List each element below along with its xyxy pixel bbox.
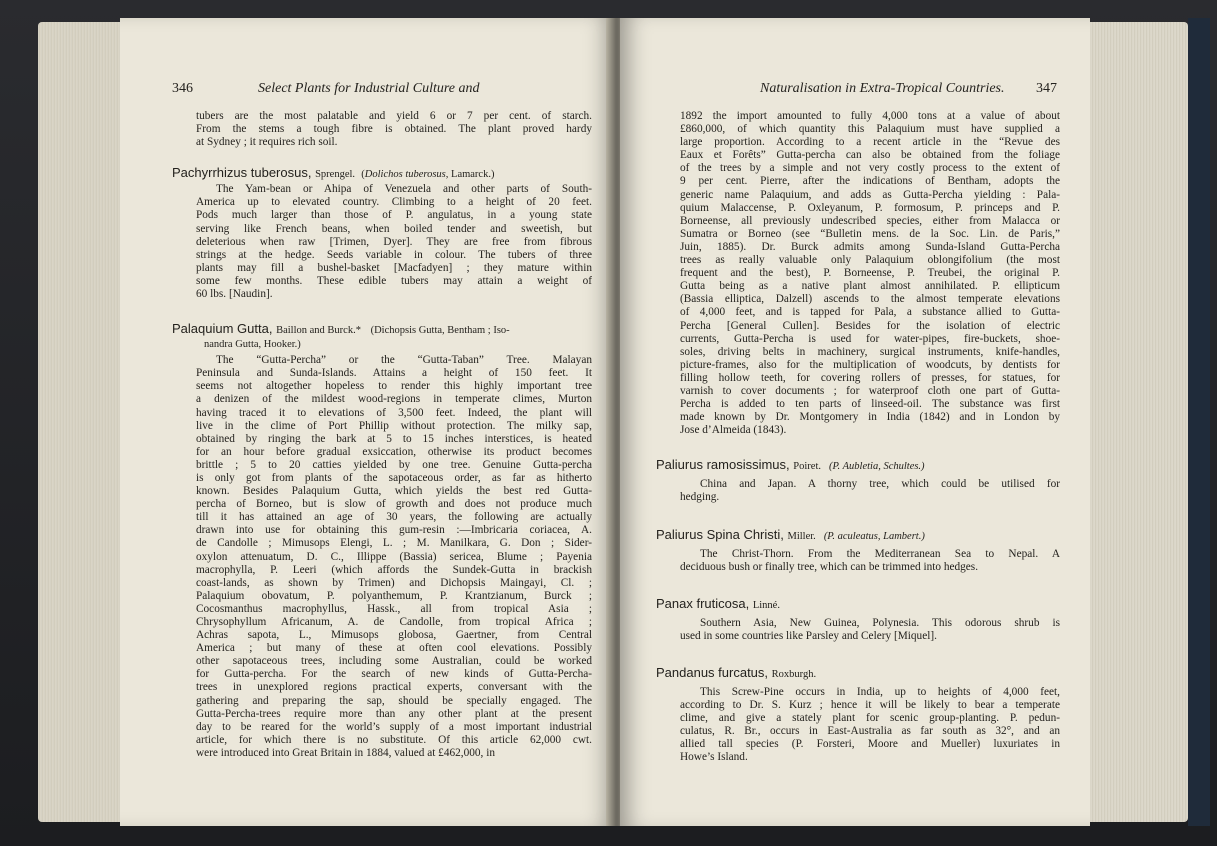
text-line: culatus, R. Br., occurs in East-Australia as far south as 32°, and an — [680, 725, 1060, 738]
text-line: currents, Gutta-Percha is used for water-pipes, fire-buckets, shoe- — [680, 332, 1060, 345]
text-line: filling hollow teeth, for covering rollers of presses, for statues, for — [680, 371, 1060, 384]
text-line: varnish to cover documents ; for waterproof cloth one part of Gutta- — [680, 384, 1060, 397]
text-line: Jose d’Almeida (1843). — [680, 424, 787, 437]
text-line: The “Gutta-Percha” or the “Gutta-Taban” Tree. Malayan — [216, 354, 592, 367]
species-authority: Linné. — [752, 599, 780, 611]
text-line: From the stems a tough fibre is obtained. The plant proved hardy — [196, 123, 592, 136]
text-line: quium Malaccense, P. Oxleyanum, P. formosum, P. princeps and P. — [680, 201, 1060, 214]
text-line: live in the clime of Port Phillip without protection. The milky sap, — [196, 419, 592, 432]
species-name: Pandanus furcatus, — [656, 664, 769, 680]
text-line: Sumatra or Borneo (see “Bulletin mens. de la Soc. Lin. de Paris,” — [680, 227, 1060, 240]
text-line: Achras sapota, L., Mimusops globosa, Gaertner, from Central — [196, 629, 592, 642]
text-line: Gutta being as a native plant almost annihilated. P. ellipticum — [680, 280, 1060, 293]
text-line: macrophylla, P. Leeri (which affords the Sundek-Gutta in brackish — [196, 563, 592, 576]
text-line: frequent and the best), P. Borneense, P. Treubei, the original P. — [680, 267, 1060, 280]
text-line: Borneense, all previously undescribed species, either from Malacca or — [680, 214, 1060, 227]
text-line: some few months. These edible tubers may attain a weight of — [196, 274, 592, 287]
text-line: of 4,000 feet, and is tapped for Pala, a substance allied to Gutta- — [680, 306, 1060, 319]
text-line: The Christ-Thorn. From the Mediterranean Sea to Nepal. A — [700, 547, 1060, 560]
left-page-edges — [38, 22, 130, 822]
text-line: coast-lands, as shown by Trimen) and Dichopsis Maingayi, Cl. ; — [196, 576, 592, 589]
text-line: £860,000, of which quantity this Palaquium must have supplied a — [680, 123, 1060, 136]
text-line: Pods much larger than those of P. angulatus, in a young state — [196, 209, 592, 222]
entry-body-palaquium — [196, 354, 592, 760]
right-page-number: 347 — [1036, 81, 1057, 96]
species-authority: Roxburgh. — [771, 668, 817, 680]
text-line: large proportion. According to a recent article in the “Revue des — [680, 136, 1060, 149]
text-line: Cocosmanthus macrophyllus, Hassk., all from tropical Asia ; — [196, 602, 592, 615]
species-name: Pachyrrhizus tuberosus, — [172, 165, 312, 181]
species-authority: Baillon and Burck.* — [276, 325, 361, 337]
text-line: percha of Borneo, but is slow of growth and does not produce much — [196, 498, 592, 511]
entry-body — [680, 617, 1060, 643]
text-line: tubers are the most palatable and yield 6 or 7 per cent. of starch. — [196, 110, 592, 122]
species-authority: Sprengel. — [315, 169, 356, 181]
species-authority: Poiret. — [793, 461, 821, 473]
entry-heading — [656, 457, 1060, 475]
text-line: Southern Asia, New Guinea, Polynesia. This odorous shrub is — [700, 616, 1060, 629]
left-running-head: Select Plants for Industrial Culture and — [258, 81, 480, 96]
text-line: deleterious when raw [Trimen, Dyer]. They are free from fibrous — [196, 235, 592, 248]
text-line: Chrysophyllum Africanum, A. de Candolle, from tropical Africa ; — [196, 616, 592, 628]
text-line: Eaux et Forêts” Gutta-percha can also be obtained from the foliage — [680, 149, 1060, 162]
entry-heading — [656, 665, 1060, 683]
species-synonym-continued: nandra Gutta, Hooker.) — [204, 339, 301, 351]
text-line: allied tall species (P. Forsteri, Moore and Mueller) luxuriates in — [680, 738, 1060, 751]
left-page-text — [172, 110, 592, 760]
species-name: Panax fruticosa, — [656, 595, 750, 611]
text-line: clime, and give a stately plant for scenic group-planting. P. pedun- — [680, 712, 1060, 725]
intro-paragraph — [196, 110, 592, 149]
right-running-head: Naturalisation in Extra-Tropical Countries. — [760, 81, 1005, 96]
right-entries — [656, 457, 1060, 764]
text-line: Palaquium obovatum, P. polyanthemum, P. Krantzianum, Burck ; — [196, 589, 592, 602]
text-line: Howe’s Island. — [680, 751, 748, 764]
text-line: 1892 the import amounted to fully 4,000 tons at a value of about — [680, 110, 1060, 122]
species-name: Paliurus ramosissimus, — [656, 457, 790, 473]
text-line: plants may fill a bushel-basket [Macfadyen] ; they mature within — [196, 261, 592, 274]
text-line: trees as really valuable only Palaquium oblongifolium (the most — [680, 254, 1060, 267]
species-authority: Miller. — [787, 530, 816, 542]
text-line: Juin, 1885). Dr. Burck admits among Sunda-Island Gutta-Percha — [680, 240, 1060, 253]
species-synonym: (P. aculeatus, Lambert.) — [823, 530, 925, 542]
text-line: obtained by ringing the bark at 5 to 15 inches interstices, is heated — [196, 432, 592, 445]
right-page-edges — [1088, 22, 1188, 822]
left-page-number: 346 — [172, 81, 193, 96]
text-line: soles, driving belts in machinery, surgical instruments, knife-handles, — [680, 345, 1060, 358]
entry-heading-pachyrrhizus — [172, 165, 592, 183]
text-line: (Bassia elliptica, Dalzell) ascends to the almost temperate elevations — [680, 293, 1060, 306]
entry-heading-palaquium — [172, 321, 592, 339]
text-line: China and Japan. A thorny tree, which could be utilised for — [700, 478, 1060, 491]
species-name: Paliurus Spina Christi, — [656, 526, 784, 542]
text-line: known. Besides Palaquium Gutta, which yields the best red Gutta- — [196, 485, 592, 498]
text-line: day to be reared for the world’s supply of a most important industrial — [196, 720, 592, 733]
continued-paragraph — [680, 110, 1060, 437]
text-line: Peninsula and Sunda-Islands. Attains a height of 150 feet. It — [196, 367, 592, 380]
text-line: trees in unexplored regions practical experts, conversant with the — [196, 681, 592, 694]
right-page-text — [656, 110, 1060, 764]
text-line: till it has attained an age of 30 years, the following are actually — [196, 511, 592, 524]
species-name: Palaquium Gutta, — [172, 321, 273, 337]
entry-body — [680, 548, 1060, 574]
entry-heading — [656, 596, 1060, 614]
text-line: other sapotaceous trees, including some Australian, could be worked — [196, 655, 592, 668]
text-line: Percha [General Cullen]. Besides for the isolation of electric — [680, 319, 1060, 332]
text-line: were introduced into Great Britain in 1884, valued at £462,000, in — [196, 746, 495, 759]
text-line: oxylon attenuatum, D. C., Illippe (Bassia) sericea, Blume ; Payenia — [196, 550, 592, 563]
text-line: picture-frames, also for the multiplication of woodcuts, by dentists for — [680, 358, 1060, 371]
text-line: for Gutta-percha. For the search of new kinds of Gutta-Percha- — [196, 668, 592, 681]
entry-body — [680, 686, 1060, 765]
text-line: de Candolle ; Mimusops Elengi, L. ; M. Manilkara, G. Don ; Sider- — [196, 537, 592, 550]
book-cover — [1188, 18, 1210, 826]
text-line: serving like French beans, when boiled tender and sweetish, but — [196, 222, 592, 235]
text-line: brittle ; 5 to 20 catties yielded by one tree. Genuine Gutta-percha — [196, 458, 592, 471]
entry-body — [680, 478, 1060, 504]
text-line: deciduous bush or finally tree, which can be trimmed into hedges. — [680, 560, 979, 573]
text-line: of the trees by a simple and not very costly process to the extent of — [680, 162, 1060, 175]
species-synonym: (P. Aubletia, Schultes.) — [829, 461, 925, 473]
text-line: 60 lbs. [Naudin]. — [196, 288, 273, 301]
text-line: Gutta-Percha-trees require more than any other plant at the present — [196, 707, 592, 720]
text-line: for an hour before gradual exsiccation, otherwise its product becomes — [196, 445, 592, 458]
text-line: This Screw-Pine occurs in India, up to heights of 4,000 feet, — [700, 685, 1060, 698]
species-synonym: (Dolichos tuberosus, Lamarck.) — [358, 169, 495, 181]
text-line: generic name Palaquium, and adds as Gutta-Percha yielding : Pala- — [680, 188, 1060, 201]
text-line: drawn into use for obtaining this gum-resin :—Imbricaria coriacea, A. — [196, 524, 592, 537]
text-line: hedging. — [680, 491, 720, 504]
text-line: according to Dr. S. Kurz ; hence it will be likely to bear a temperate — [680, 699, 1060, 711]
text-line: at Sydney ; it requires rich soil. — [196, 136, 338, 149]
text-line: America ; but many of these at often cool elevations. Possibly — [196, 642, 592, 655]
text-line: 9 per cent. Pierre, after the indications of Bentham, adopts the — [680, 175, 1060, 188]
text-line: strings at the hedge. Seeds variable in colour. The tubers of three — [196, 248, 592, 261]
entry-heading — [656, 527, 1060, 545]
text-line: is only got from plants of the sapotaceous order, as far as hitherto — [196, 471, 592, 484]
species-synonym: (Dichopsis Gutta, Bentham ; Iso- — [370, 325, 510, 337]
text-line: America up to elevated country. Climbing to a height of 20 feet. — [196, 196, 592, 209]
text-line: having traced it to elevations of 3,500 feet. Indeed, the plant will — [196, 406, 592, 419]
text-line: article, for which there is no substitute. Of this article 62,000 cwt. — [196, 733, 592, 746]
text-line: a denizen of the mildest wood-regions in temperate climes, Murton — [196, 393, 592, 406]
entry-body-pachyrrhizus — [196, 183, 592, 301]
text-line: Percha is added to ten parts of linseed-oil. The substance was first — [680, 398, 1060, 411]
text-line: gathering and preparing the sap, should be specially engaged. The — [196, 694, 592, 707]
text-line: made known by Dr. Montgomery in India (1842) and in London by — [680, 411, 1060, 424]
text-line: used in some countries like Parsley and Celery [Miquel]. — [680, 629, 937, 642]
text-line: seems not altogether hopeless to render this highly important tree — [196, 380, 592, 393]
text-line: The Yam-bean or Ahipa of Venezuela and other parts of South- — [216, 183, 592, 196]
